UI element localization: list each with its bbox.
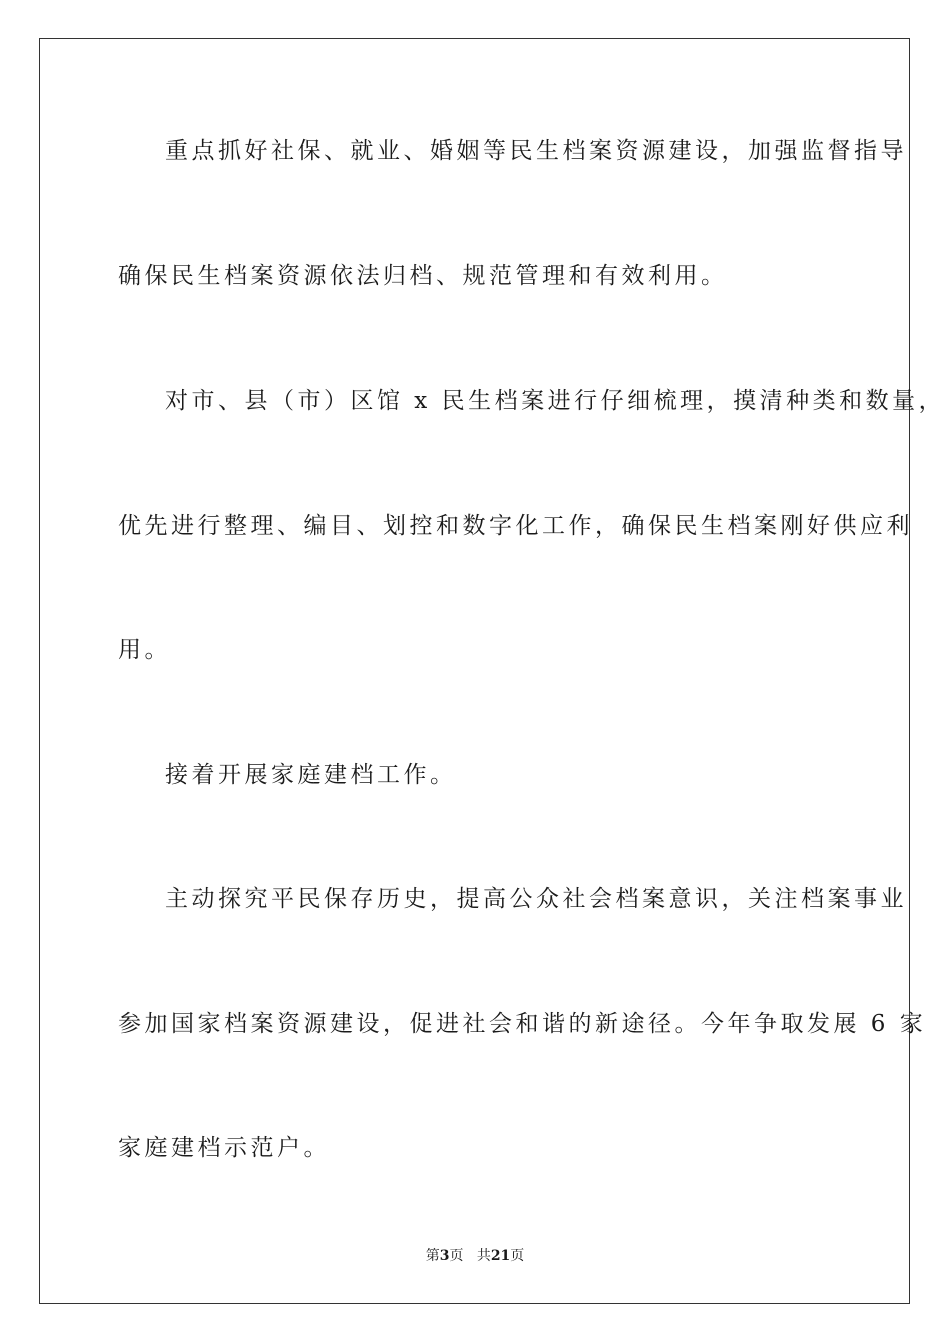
paragraph-line: 确保民生档案资源依法归档、规范管理和有效利用。 [118, 263, 728, 289]
paragraph-line: 用。 [118, 637, 171, 663]
page-suffix: 页 [449, 1248, 464, 1264]
paragraph-line: 优先进行整理、编目、划控和数字化工作，确保民生档案刚好供应利 [118, 513, 913, 539]
page-border [39, 38, 910, 1304]
total-pages: 21 [490, 1248, 511, 1264]
total-prefix: 共 [476, 1248, 491, 1264]
paragraph-line: 参加国家档案资源建设，促进社会和谐的新途径。今年争取发展 6 家 [118, 1011, 927, 1037]
paragraph-line: 接着开展家庭建档工作。 [165, 762, 457, 788]
paragraph-line: 家庭建档示范户。 [118, 1135, 330, 1161]
paragraph-line: 对市、县（市）区馆 x 民生档案进行仔细梳理，摸清种类和数量， [165, 388, 946, 414]
page-number: 3 [439, 1248, 450, 1264]
paragraph-line: 重点抓好社保、就业、婚姻等民生档案资源建设，加强监督指导 [165, 138, 907, 164]
page-prefix: 第 [425, 1248, 440, 1264]
page-footer [0, 1247, 950, 1265]
paragraph-line: 主动探究平民保存历史，提高公众社会档案意识，关注档案事业 [165, 886, 907, 912]
total-suffix: 页 [510, 1248, 525, 1264]
